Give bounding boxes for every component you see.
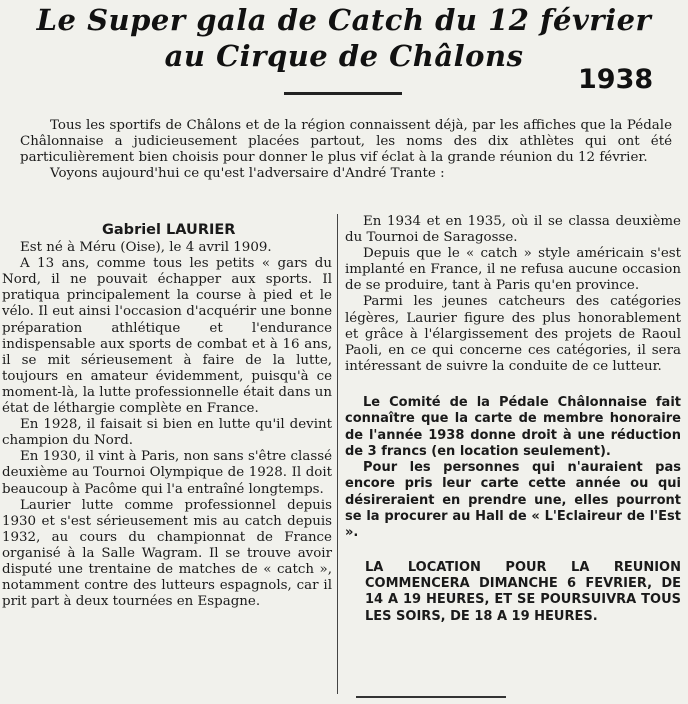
year-annotation: 1938	[578, 64, 654, 95]
column-divider	[337, 214, 338, 694]
right-column	[345, 214, 681, 625]
article-paragraph: Est né à Méru (Oise), le 4 avril 1909.	[20, 240, 272, 256]
headline-line-2: au Cirque de Châlons	[164, 39, 524, 73]
spacer	[345, 375, 681, 395]
ticket-sale-notice: LA LOCATION POUR LA REUNION COMMENCERA DIMANCHE 6 FEVRIER, DE 14 A 19 HEURES, ET SE POURSUIVRA TOUS LES SOIRS, DE 18 A 19 HEURES.	[365, 559, 681, 624]
article-paragraph: Laurier lutte comme professionnel depuis 1930 et s'est sérieusement mis au catch depuis 1932, au cours du championnat de France organisé à la Salle Wagram. Il se trouve avoir disputé une trentaine de matches de « catch », notamment contre des lutteurs espagnols, car il prit part à deux tournées en Espagne.	[2, 497, 332, 610]
author-name: Gabriel LAURIER	[102, 222, 236, 238]
membership-notice: Le Comité de la Pédale Châlonnaise fait connaître que la carte de membre honoraire de l'année 1938 donne droit à une réduction de 3 francs (en location seulement).	[345, 394, 681, 459]
article-paragraph: En 1928, il faisait si bien en lutte qu'il devint champion du Nord.	[2, 417, 332, 449]
left-column	[2, 222, 332, 610]
article-paragraph: En 1930, il vint à Paris, non sans s'être classé deuxième au Tournoi Olympique de 1928. Il doit beaucoup à Pacôme qui l'a entraîné longtemps.	[2, 449, 332, 497]
bottom-divider	[356, 696, 506, 698]
headline-line-1: Le Super gala de Catch du 12 février	[36, 3, 652, 37]
article-paragraph: A 13 ans, comme tous les petits « gars du Nord, il ne pouvait échapper aux sports. Il pratiqua principalement la course à pied et le vélo. Il eut ainsi l'occasion d'acquérir une bonne préparation athlétique et l'endurance indispensable aux sports de combat et à 16 ans, il se mit sérieusement à faire de la lutte, toujours en amateur évidemment, puisqu'à ce moment-là, la lutte professionnelle était dans un état de léthargie complète en France.	[2, 256, 332, 417]
spacer	[345, 542, 681, 560]
article-paragraph: Depuis que le « catch » style américain s'est implanté en France, il ne refusa aucune occasion de se produire, tant à Paris qu'en province.	[345, 246, 681, 294]
intro-paragraph: Voyons aujourd'hui ce qu'est l'adversaire d'André Trante :	[50, 166, 445, 181]
card-notice: Pour les personnes qui n'auraient pas encore pris leur carte cette année ou qui désireraient en prendre une, elles pourront se la procurer au Hall de « L'Eclaireur de l'Est ».	[345, 460, 681, 541]
intro-section	[20, 118, 672, 182]
title-divider	[284, 92, 402, 95]
article-paragraph: Parmi les jeunes catcheurs des catégories légères, Laurier figure des plus honorablement et grâce à l'élargissement des projets de Raoul Paoli, en ce qui concerne ces catégories, il sera intéressant de suivre la conduite de ce lutteur.	[345, 294, 681, 374]
article-paragraph: En 1934 et en 1935, où il se classa deuxième du Tournoi de Saragosse.	[345, 214, 681, 246]
intro-paragraph: Tous les sportifs de Châlons et de la région connaissent déjà, par les affiches que la Pédale Châlonnaise a judicieusement placées partout, les noms des dix athlètes qui ont été particulièrement bien choisis pour donner le plus vif éclat à la grande réunion du 12 février.	[20, 118, 672, 165]
